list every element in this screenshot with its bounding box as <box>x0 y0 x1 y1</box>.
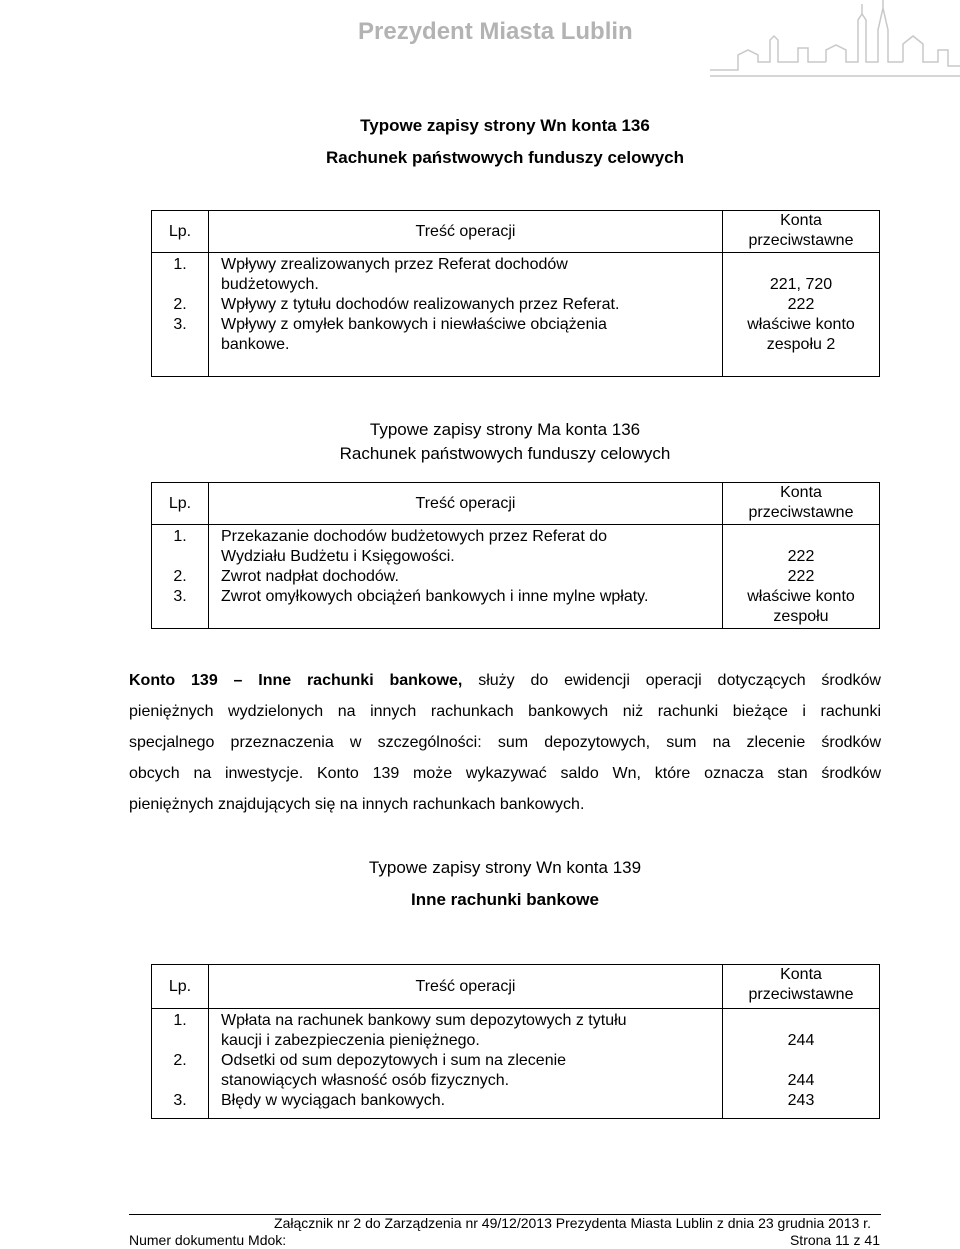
header-konta <box>723 483 880 525</box>
konta-cell <box>723 1009 880 1119</box>
paragraph-line: specjalnego przeznaczenia w szczególności: sum depozytowych, sum na zlecenie środków <box>129 734 881 751</box>
footer-doc-number: Numer dokumentu Mdok: <box>129 1232 287 1248</box>
lp-cell <box>152 525 209 629</box>
konta-line: 221, 720 <box>769 276 833 293</box>
lp-item: 1. <box>173 256 187 273</box>
lp-cell <box>152 253 209 377</box>
section2-title: Typowe zapisy strony Ma konta 136 <box>369 420 641 439</box>
header-konta-line1: Konta <box>780 484 822 501</box>
header-title: Prezydent Miasta Lublin <box>358 18 633 45</box>
paragraph-line: pieniężnych wydzielonych na innych rachunkach bankowych niż rachunki bieżące i rachunki <box>129 703 881 720</box>
paragraph-line: obcych na inwestycje. Konto 139 może wykazywać saldo Wn, które oznacza stan środków <box>129 765 881 782</box>
paragraph-line <box>129 665 881 696</box>
konta-line: 222 <box>787 548 815 565</box>
section3-subtitle: Inne rachunki bankowe <box>411 890 599 909</box>
header-konta-line2: przeciwstawne <box>748 232 854 249</box>
header-lp: Lp. <box>152 211 209 253</box>
lp-item <box>152 275 208 295</box>
footer-attachment: Załącznik nr 2 do Zarządzenia nr 49/12/2013 Prezydenta Miasta Lublin z dnia 23 grudnia 2013 r. <box>274 1215 871 1231</box>
section1-subtitle: Rachunek państwowych funduszy celowych <box>325 148 685 167</box>
header-konta-line1: Konta <box>780 212 822 229</box>
tresc-line: Zwrot omyłkowych obciążeń bankowych i inne mylne wpłaty. <box>221 588 649 605</box>
konta-line: 222 <box>787 296 815 313</box>
section2-subtitle: Rachunek państwowych funduszy celowych <box>339 444 671 463</box>
header-konta-line2: przeciwstawne <box>748 986 854 1003</box>
lp-item: 2. <box>173 1052 187 1069</box>
header-konta <box>723 211 880 253</box>
tresc-line: Wpływy z tytułu dochodów realizowanych przez Referat. <box>221 296 620 313</box>
header-konta-line1: Konta <box>780 966 822 983</box>
header-tresc: Treść operacji <box>209 211 723 253</box>
tresc-line: stanowiących własność osób fizycznych. <box>221 1072 510 1089</box>
tresc-line: Błędy w wyciągach bankowych. <box>221 1092 446 1109</box>
lp-item: 2. <box>173 296 187 313</box>
lp-item: 3. <box>173 316 187 333</box>
tresc-cell <box>209 253 723 377</box>
tresc-line: Wydziału Budżetu i Księgowości. <box>221 548 455 565</box>
header-lp: Lp. <box>152 965 209 1009</box>
lp-item: 1. <box>173 528 187 545</box>
konta-line: 244 <box>787 1072 815 1089</box>
konta-cell <box>723 525 880 629</box>
konta-line: 243 <box>787 1092 815 1109</box>
lp-item: 3. <box>173 1092 187 1109</box>
header-konta <box>723 965 880 1009</box>
lp-item <box>152 1071 208 1091</box>
tresc-line: Przekazanie dochodów budżetowych przez Referat do <box>221 528 607 545</box>
tresc-line: kaucji i zabezpieczenia pieniężnego. <box>221 1032 480 1049</box>
lp-item: 3. <box>173 588 187 605</box>
konta-cell <box>723 253 880 377</box>
footer-page-number: Strona 11 z 41 <box>789 1232 880 1248</box>
lp-item <box>152 1031 208 1051</box>
tresc-line: bankowe. <box>221 336 290 353</box>
konta-line: właściwe konto <box>747 588 855 605</box>
tresc-cell <box>209 525 723 629</box>
tresc-line: Zwrot nadpłat dochodów. <box>221 568 399 585</box>
lp-item <box>152 547 208 567</box>
konto-139-description <box>129 665 881 820</box>
tresc-line: Odsetki od sum depozytowych i sum na zlecenie <box>221 1052 567 1069</box>
section1-title: Typowe zapisy strony Wn konta 136 <box>360 116 650 135</box>
tresc-line: Wpłata na rachunek bankowy sum depozytowych z tytułu <box>221 1012 627 1029</box>
tresc-line: Wpływy zrealizowanych przez Referat dochodów <box>221 256 568 273</box>
section1-table <box>151 210 880 377</box>
header-lp: Lp. <box>152 483 209 525</box>
konta-line: 222 <box>787 568 815 585</box>
konta-line: właściwe konto <box>747 316 855 333</box>
lp-item: 1. <box>173 1012 187 1029</box>
konta-line <box>723 1011 879 1031</box>
konta-line: 244 <box>787 1032 815 1049</box>
paragraph-line: pieniężnych znajdujących się na innych rachunkach bankowych. <box>129 796 585 813</box>
konta-line <box>723 1051 879 1071</box>
tresc-line: Wpływy z omyłek bankowych i niewłaściwe obciążenia <box>221 316 607 333</box>
konta-line: zespołu <box>773 608 829 625</box>
paragraph-text: służy do ewidencji operacji dotyczących środków <box>462 672 881 689</box>
section2-table <box>151 482 880 629</box>
lp-item: 2. <box>173 568 187 585</box>
header-tresc: Treść operacji <box>209 965 723 1009</box>
paragraph-lead: Konto 139 – Inne rachunki bankowe, <box>129 672 463 689</box>
section3-title: Typowe zapisy strony Wn konta 139 <box>368 858 642 877</box>
tresc-cell <box>209 1009 723 1119</box>
tresc-line: budżetowych. <box>221 276 319 293</box>
header-tresc: Treść operacji <box>209 483 723 525</box>
lp-cell <box>152 1009 209 1119</box>
section3-table <box>151 964 880 1119</box>
konta-line: zespołu 2 <box>766 336 836 353</box>
city-skyline-logo <box>708 0 960 82</box>
header-konta-line2: przeciwstawne <box>748 504 854 521</box>
